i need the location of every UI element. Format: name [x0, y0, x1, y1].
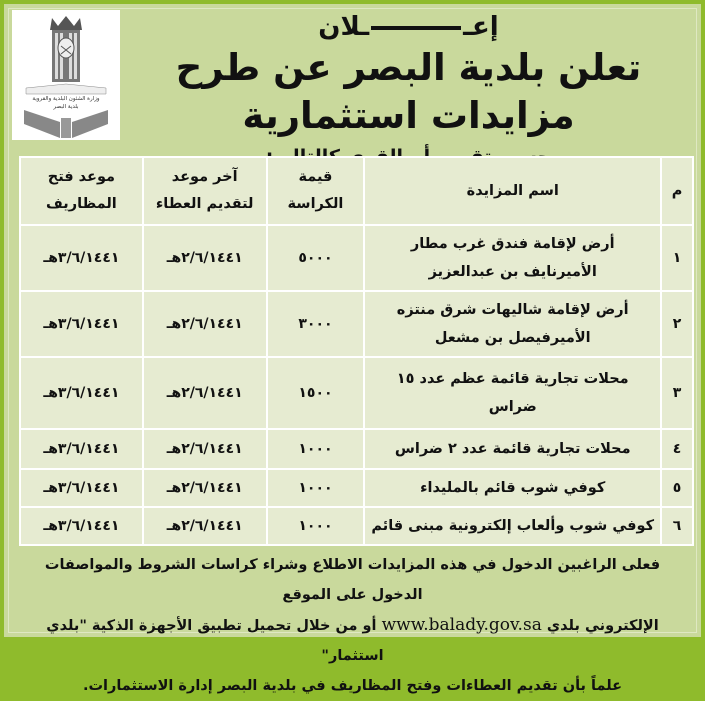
cell-name-line2: الأميرفيصل بن مشعل — [434, 330, 591, 346]
municipality-emblem-icon — [12, 10, 120, 140]
cell-number: ٦ — [661, 507, 693, 545]
col-header-name: اسم المزايدة — [364, 157, 661, 225]
cell-last-date: ٢/٦/١٤٤١هـ — [143, 291, 267, 357]
footer-notice — [18, 550, 687, 701]
cell-number: ٥ — [661, 469, 693, 507]
logo — [12, 10, 120, 140]
announcement-heading — [124, 10, 693, 170]
cell-name-line2: ضراس — [488, 399, 537, 415]
cell-open-date: ٣/٦/١٤٤١هـ — [20, 507, 143, 545]
cell-price: ٥٠٠٠ — [267, 225, 365, 291]
cell-name — [364, 291, 661, 357]
table-row — [20, 357, 693, 429]
col-header-last-line1: آخر موعد — [171, 169, 238, 185]
table-row — [20, 507, 693, 545]
cell-name — [364, 225, 661, 291]
footer-line-2-after: أو من خلال تحميل تطبيق الأجهزة الذكية "بلدي استثمار" — [46, 618, 384, 664]
col-header-open-date — [20, 157, 143, 225]
table-header-row — [20, 157, 693, 225]
announcement-label — [124, 10, 693, 44]
page-title: تعلن بلدية البصر عن طرح مزايدات استثمارية — [175, 46, 642, 137]
cell-price: ٣٠٠٠ — [267, 291, 365, 357]
cell-number: ٣ — [661, 357, 693, 429]
cell-last-date: ٢/٦/١٤٤١هـ — [143, 225, 267, 291]
cell-price: ١٠٠٠ — [267, 469, 365, 507]
col-header-price-line1: قيمة — [298, 169, 333, 185]
cell-open-date: ٣/٦/١٤٤١هـ — [20, 357, 143, 429]
cell-number: ٢ — [661, 291, 693, 357]
cell-last-date: ٢/٦/١٤٤١هـ — [143, 507, 267, 545]
col-header-open-line2: المظاريف — [46, 196, 117, 212]
cell-number: ٤ — [661, 429, 693, 469]
col-header-last-line2: لتقديم العطاء — [155, 196, 254, 212]
table-row — [20, 225, 693, 291]
col-header-price — [267, 157, 365, 225]
announcement-word-start: إعـ — [463, 12, 499, 42]
footer-line-3: علماً بأن تقديم العطاءات وفتح المظاريف في بلدية البصر إدارة الاستثمارات. — [82, 678, 623, 694]
cell-open-date: ٣/٦/١٤٤١هـ — [20, 469, 143, 507]
cell-last-date: ٢/٦/١٤٤١هـ — [143, 429, 267, 469]
cell-name: كوفي شوب وألعاب إلكترونية مبنى قائم — [364, 507, 661, 545]
svg-text:بلدية البصر: بلدية البصر — [53, 104, 79, 110]
table-row — [20, 429, 693, 469]
footer-line-2-before: الإلكتروني بلدي — [546, 618, 659, 634]
cell-price: ١٠٠٠ — [267, 507, 365, 545]
cell-open-date: ٣/٦/١٤٤١هـ — [20, 225, 143, 291]
announcement-word-end: ـلان — [318, 12, 370, 42]
table-row — [20, 469, 693, 507]
table-row — [20, 291, 693, 357]
cell-last-date: ٢/٦/١٤٤١هـ — [143, 357, 267, 429]
col-header-number: م — [661, 157, 693, 225]
cell-name-line1: أرض لإقامة شاليهات شرق منتزه — [396, 302, 629, 318]
auctions-table — [19, 156, 694, 546]
balady-website-link[interactable]: www.balady.gov.sa — [381, 615, 542, 635]
cell-name: كوفي شوب قائم بالمليداء — [364, 469, 661, 507]
cell-open-date: ٣/٦/١٤٤١هـ — [20, 291, 143, 357]
cell-open-date: ٣/٦/١٤٤١هـ — [20, 429, 143, 469]
cell-price: ١٠٠٠ — [267, 429, 365, 469]
cell-name: محلات تجارية قائمة عدد ٢ ضراس — [364, 429, 661, 469]
tatweel-line — [371, 26, 461, 30]
col-header-last-date — [143, 157, 267, 225]
cell-number: ١ — [661, 225, 693, 291]
cell-name-line1: أرض لإقامة فندق غرب مطار — [410, 236, 615, 252]
col-header-open-line1: موعد فتح — [47, 169, 116, 185]
cell-name-line2: الأميرنايف بن عبدالعزيز — [428, 264, 597, 280]
cell-name — [364, 357, 661, 429]
footer-line-1: فعلى الراغبين الدخول في هذه المزايدات الاطلاع وشراء كراسات الشروط والمواصفات الدخول على الموقع — [44, 557, 661, 603]
cell-price: ١٥٠٠ — [267, 357, 365, 429]
col-header-price-line2: الكراسة — [287, 196, 344, 212]
cell-name-line1: محلات تجارية قائمة عظم عدد ١٥ — [396, 371, 629, 387]
svg-text:وزارة الشئون البلدية والقروية: وزارة الشئون البلدية والقروية — [32, 96, 100, 102]
cell-last-date: ٢/٦/١٤٤١هـ — [143, 469, 267, 507]
